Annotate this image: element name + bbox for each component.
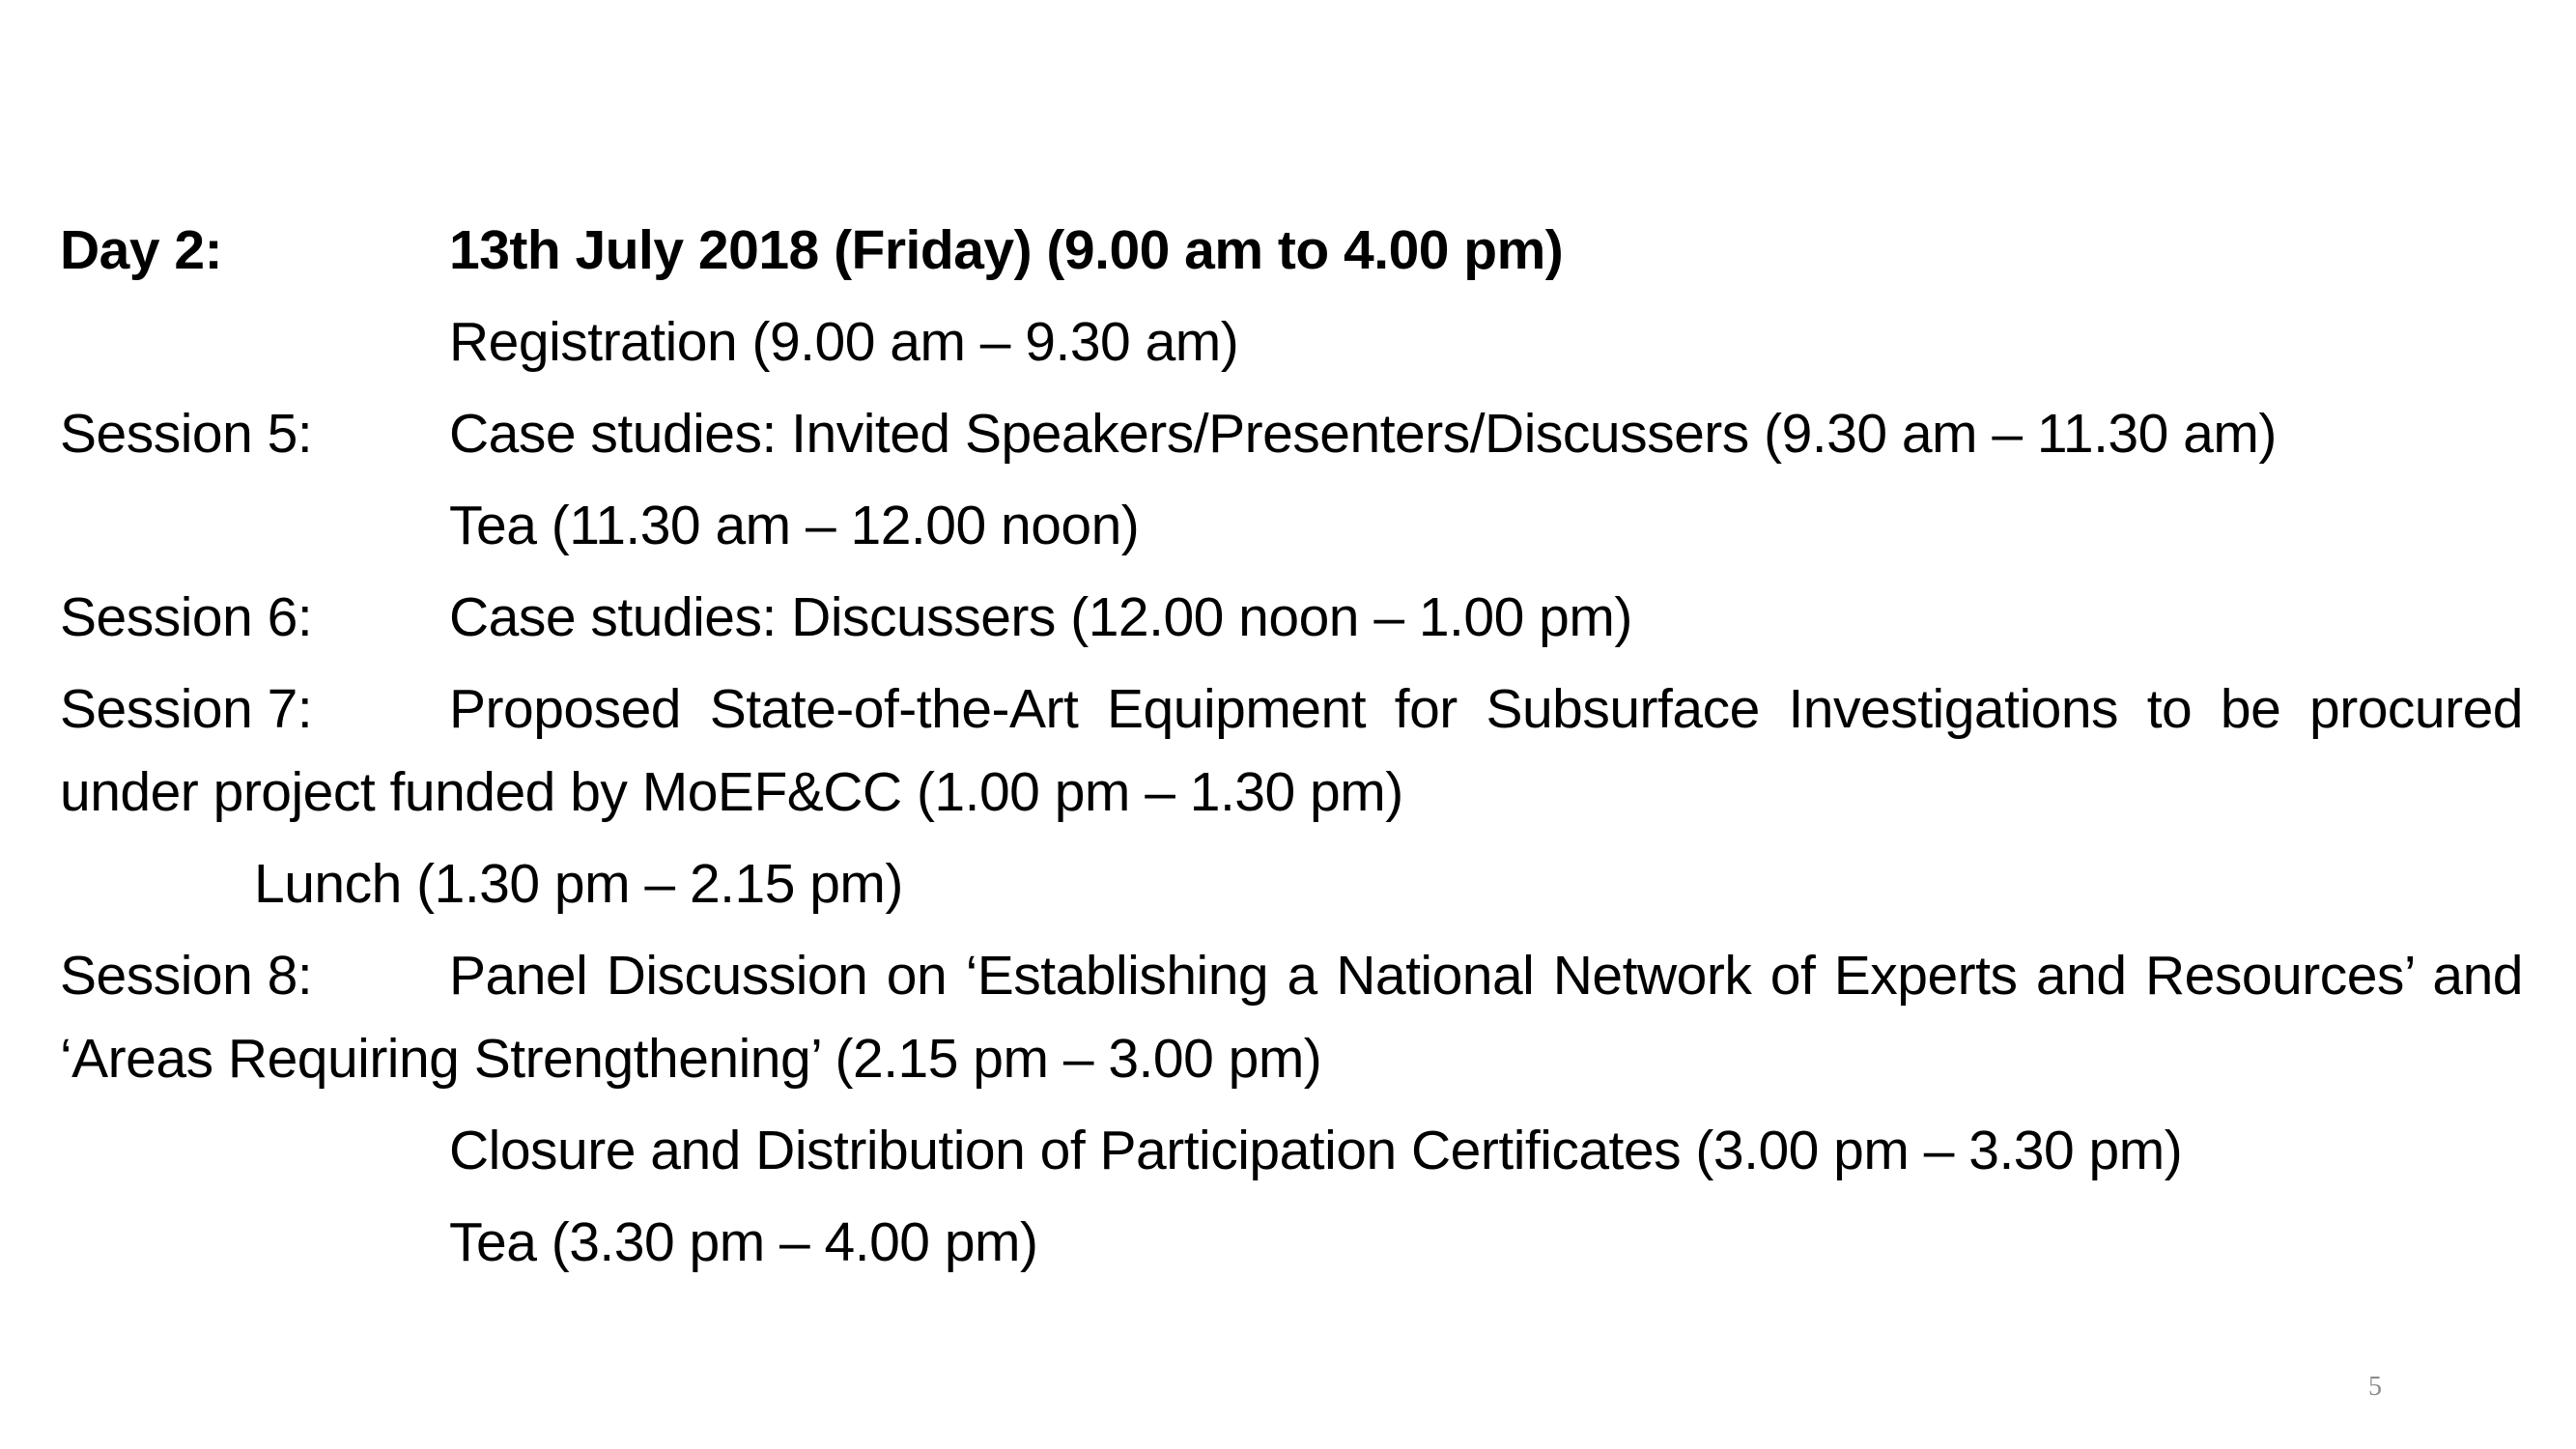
tea-morning-row xyxy=(60,480,2523,572)
day-heading-row xyxy=(60,205,2523,297)
session-6-label: Session 6: xyxy=(60,586,313,648)
registration-row xyxy=(60,297,2523,388)
lunch-text: Lunch (1.30 pm – 2.15 pm) xyxy=(254,853,903,915)
day-date: 13th July 2018 (Friday) (9.00 am to 4.00 pm) xyxy=(449,219,1564,281)
session-7-text: Proposed State-of-the-Art Equipment for Subsurface Investigations to be procured under project funded by MoEF&CC (1.00 pm – 1.30 pm) xyxy=(60,678,2523,823)
session-7-paragraph xyxy=(60,668,2523,834)
tea-afternoon-text: Tea (3.30 pm – 4.00 pm) xyxy=(449,1211,1038,1273)
lunch-row xyxy=(60,838,2523,930)
page-number: 5 xyxy=(2368,1372,2382,1402)
session-7-label: Session 7: xyxy=(60,678,313,740)
session-8-paragraph xyxy=(60,934,2523,1100)
closure-text: Closure and Distribution of Participation Certificates (3.00 pm – 3.30 pm) xyxy=(449,1120,2183,1181)
agenda-content xyxy=(60,205,2523,1289)
day-label: Day 2: xyxy=(60,219,223,281)
registration-text: Registration (9.00 am – 9.30 am) xyxy=(449,311,1239,373)
tea-afternoon-row xyxy=(60,1197,2523,1289)
session-8-text: Panel Discussion on ‘Establishing a National Network of Experts and Resources’ and ‘Areas Requiring Strengthening’ (2.15 pm – 3.00 pm) xyxy=(60,945,2523,1090)
session-6-text: Case studies: Discussers (12.00 noon – 1.00 pm) xyxy=(449,586,1632,648)
session-6-row xyxy=(60,572,2523,664)
session-5-label: Session 5: xyxy=(60,403,313,465)
session-8-label: Session 8: xyxy=(60,945,313,1007)
session-5-text: Case studies: Invited Speakers/Presenters/Discussers (9.30 am – 11.30 am) xyxy=(449,403,2277,465)
tea-morning-text: Tea (11.30 am – 12.00 noon) xyxy=(449,495,1140,556)
session-5-row xyxy=(60,388,2523,480)
closure-row xyxy=(60,1105,2523,1197)
